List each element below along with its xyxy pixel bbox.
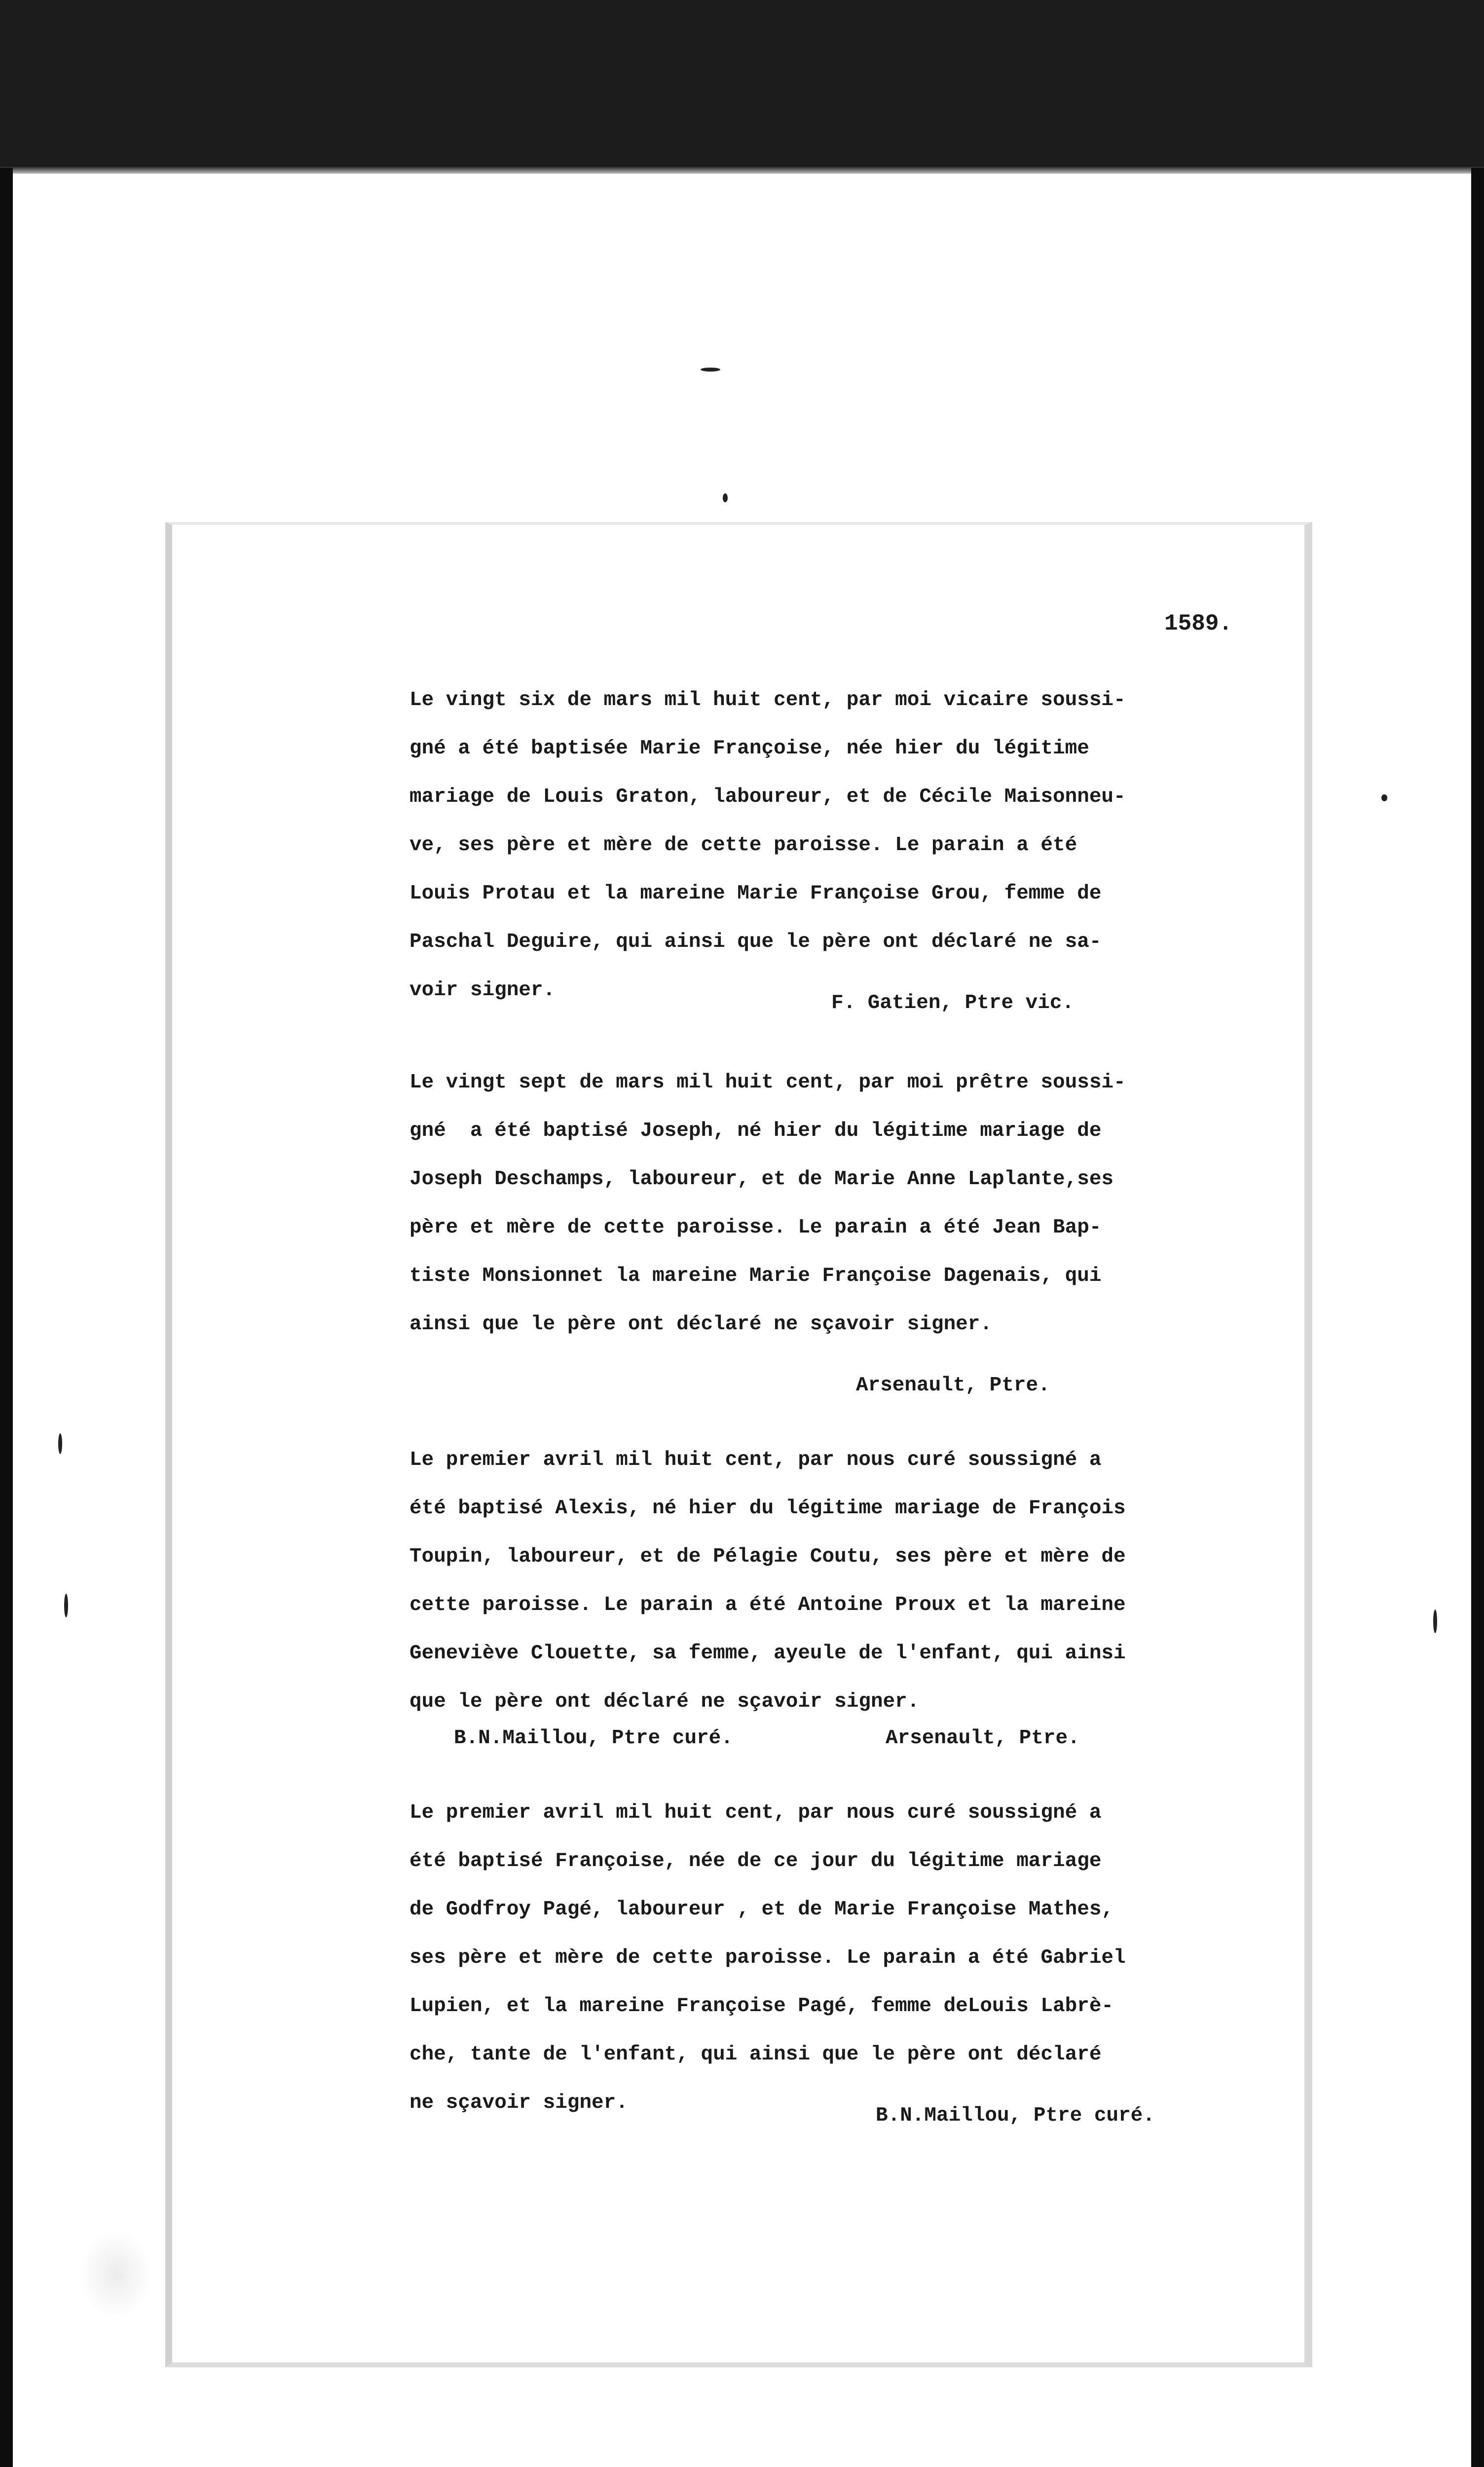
entry-line: été baptisé Françoise, née de ce jour du légitime mariage xyxy=(409,1850,1102,1872)
entry-2-signature: Arsenault, Ptre. xyxy=(856,1374,1050,1397)
scanner-border-left xyxy=(0,168,13,2467)
dust-mark xyxy=(1433,1609,1437,1633)
scanner-background-top xyxy=(0,0,1484,170)
baptism-entry-1 xyxy=(409,676,1268,1014)
baptism-entry-3 xyxy=(409,1436,1268,1726)
dust-mark xyxy=(701,368,720,372)
entry-line: Paschal Deguire, qui ainsi que le père ont déclaré ne sa- xyxy=(409,931,1102,953)
entry-line: ses père et mère de cette paroisse. Le parain a été Gabriel xyxy=(409,1946,1126,1969)
entry-line: Toupin, laboureur, et de Pélagie Coutu, ses père et mère de xyxy=(409,1545,1126,1568)
entry-3-signature-left: B.N.Maillou, Ptre curé. xyxy=(454,1727,733,1750)
entry-line: ne sçavoir signer. xyxy=(409,2092,628,2114)
entry-line: Le premier avril mil huit cent, par nous curé soussigné a xyxy=(409,1449,1102,1471)
entry-3-signature: Arsenault, Ptre. xyxy=(886,1727,1080,1750)
entry-line: ainsi que le père ont déclaré ne sçavoir signer. xyxy=(409,1313,992,1336)
entry-line: gné a été baptisée Marie Françoise, née hier du légitime xyxy=(409,737,1089,760)
entry-line: que le père ont déclaré ne sçavoir signer. xyxy=(409,1690,920,1713)
dust-mark xyxy=(1381,794,1387,801)
entry-line: Joseph Deschamps, laboureur, et de Marie Anne Laplante,ses xyxy=(409,1168,1114,1191)
entry-line: Louis Protau et la mareine Marie Françoise Grou, femme de xyxy=(409,882,1102,905)
entry-line: de Godfroy Pagé, laboureur , et de Marie Françoise Mathes, xyxy=(409,1898,1114,1921)
entry-line: voir signer. xyxy=(409,979,556,1002)
entry-line: Le vingt sept de mars mil huit cent, par moi prêtre soussi- xyxy=(409,1071,1126,1094)
entry-line: été baptisé Alexis, né hier du légitime mariage de François xyxy=(409,1497,1126,1520)
sheet-smudge xyxy=(79,2230,153,2319)
entry-line: gné a été baptisé Joseph, né hier du légitime mariage de xyxy=(409,1120,1102,1142)
entry-4-signature: B.N.Maillou, Ptre curé. xyxy=(876,2104,1155,2127)
entry-line: Le vingt six de mars mil huit cent, par moi vicaire soussi- xyxy=(409,689,1126,711)
entry-line: Lupien, et la mareine Françoise Pagé, femme deLouis Labrè- xyxy=(409,1995,1114,2018)
entry-line: tiste Monsionnet la mareine Marie Françoise Dagenais, qui xyxy=(409,1265,1102,1287)
entry-line: cette paroisse. Le parain a été Antoine Proux et la mareine xyxy=(409,1594,1126,1616)
entry-line: ve, ses père et mère de cette paroisse. Le parain a été xyxy=(409,834,1077,857)
entry-line: père et mère de cette paroisse. Le parain a été Jean Bap- xyxy=(409,1216,1102,1239)
entry-line: mariage de Louis Graton, laboureur, et de Cécile Maisonneu- xyxy=(409,785,1126,808)
entry-line: che, tante de l'enfant, qui ainsi que le père ont déclaré xyxy=(409,2043,1102,2066)
entry-line: Le premier avril mil huit cent, par nous curé soussigné a xyxy=(409,1801,1102,1824)
baptism-entry-2 xyxy=(409,1058,1268,1348)
baptism-entry-4 xyxy=(409,1789,1268,2127)
dust-mark xyxy=(723,493,728,502)
scanner-edge xyxy=(0,167,1484,174)
dust-mark xyxy=(58,1433,62,1454)
dust-mark xyxy=(64,1594,68,1617)
entry-line: Geneviève Clouette, sa femme, ayeule de l'enfant, qui ainsi xyxy=(409,1642,1126,1665)
entry-1-signature: F. Gatien, Ptre vic. xyxy=(831,992,1075,1014)
scanner-border-right xyxy=(1471,168,1484,2467)
page-number: 1589. xyxy=(1164,611,1233,636)
